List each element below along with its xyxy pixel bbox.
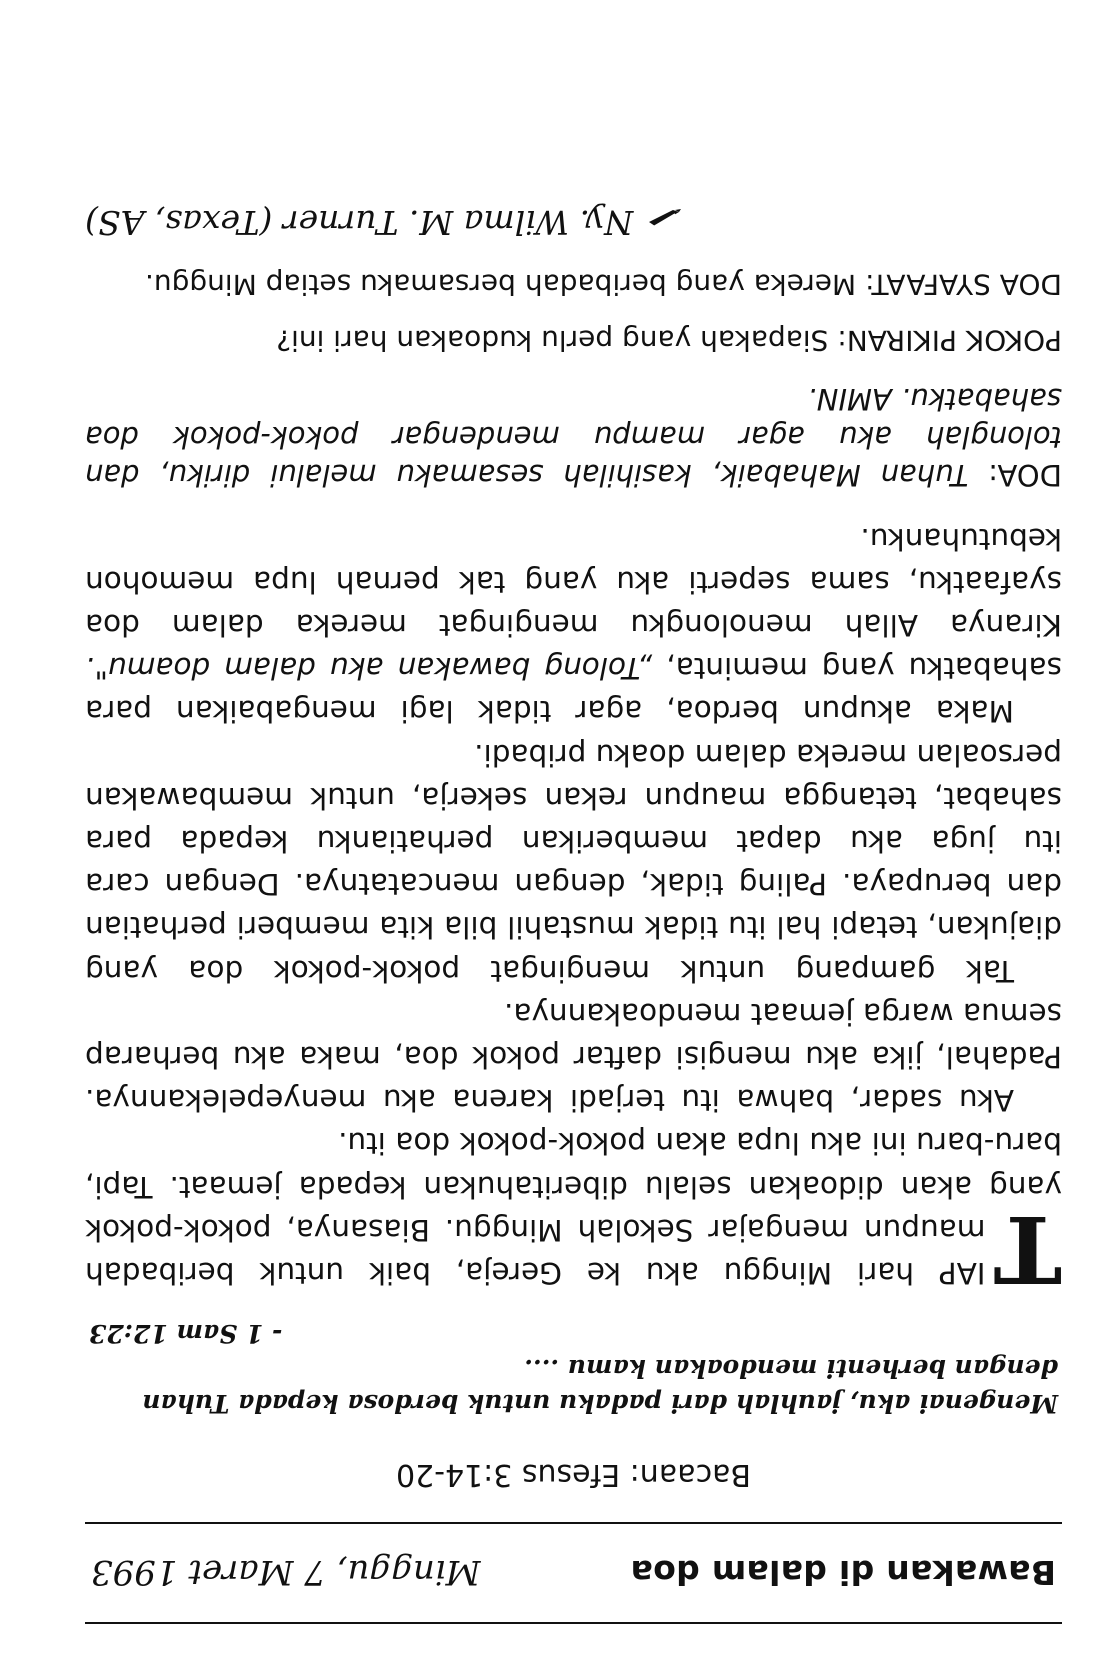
- drop-cap-rest: IAP: [938, 1256, 986, 1290]
- paragraph-2: Aku sadar, bahwa itu terjadi karena aku menyepelekannya. Padahal, jika aku mengisi daftar pokok doa, maka aku berharap semua warga jemaat mendoakannya.: [85, 996, 1062, 1118]
- paragraph-4-start: Maka akupun berdoa, agar tidak lagi mengabaikan para sahabatku yang meminta,: [85, 651, 1062, 729]
- author-name: Ny. Wilma M. Turner (Texas, AS): [85, 203, 634, 243]
- prayer-text: Tuhan Mahabaik, kasihilah sesamaku melalui diriku, dan tolonglah aku agar mampu mendengar pokok-pokok doa sahabatku. AMIN.: [84, 382, 1062, 493]
- reflection-text: Siapakah yang perlu kudoakan hari ini?: [276, 324, 829, 358]
- intercession: [85, 264, 1062, 304]
- header-rule: [85, 1522, 1062, 1524]
- page-title: Bawakan di dalam doa: [630, 1553, 1056, 1592]
- verse-text: Mengenai aku, jauhlah dari padaku untuk berdosa kepada Tuhan dengan berhenti mendoakan kamu ....: [142, 1354, 1058, 1418]
- author-line: [85, 203, 1062, 242]
- intercession-text: Mereka yang beribadah bersamaku setiap Minggu.: [144, 268, 857, 302]
- prayer-label: DOA:: [988, 458, 1062, 493]
- paragraph-1: [85, 1121, 1062, 1303]
- key-verse: [85, 1316, 1062, 1421]
- paragraph-3: Tak gampang untuk mengingat pokok-pokok doa yang diajukan, tetapi hal itu tidak mustahil bila kita memberi perhatian dan berupaya. Paling tidak, dengan mencatatnya. Dengan cara itu juga aku dapat memberikan perhatianku kepada para sahabat, tetangga maupun rekan sekerja, untuk membawakan persoalan mereka dalam doaku pribadi.: [85, 737, 1062, 988]
- drop-cap: T: [993, 1195, 1062, 1303]
- paragraph-4-end: Kiranya Allah menolongku mengingat mereka dalam doa syafaatku, sama seperti aku yang tak pernah lupa memohon kebutuhanku.: [85, 521, 1062, 642]
- paragraph-4-quote: „Tolong bawakan aku dalam doamu".: [85, 651, 653, 686]
- page-header: [85, 1524, 1062, 1622]
- paragraph-4: [85, 516, 1062, 732]
- verse-reference: - 1 Sam 12:23: [89, 1319, 283, 1348]
- page-content: [85, 203, 1062, 1624]
- top-rule: [85, 1622, 1062, 1624]
- page-date: Minggu, 7 Maret 1993: [91, 1552, 481, 1592]
- pen-icon: [647, 209, 681, 231]
- prayer: [85, 380, 1062, 494]
- devotional-body: [85, 516, 1062, 1303]
- intercession-label: DOA SYAFAAT:: [865, 268, 1062, 302]
- reflection-label: POKOK PIKIRAN:: [837, 324, 1062, 358]
- bible-reading: Bacaan: Efesus 3:14-20: [395, 1457, 752, 1492]
- reflection-point: [85, 320, 1062, 360]
- paragraph-1-text: hari Minggu aku ke Gereja, baik untuk beribadah maupun mengajar Sekolah Minggu. Biasanya, pokok-pokok yang akan didoakan selalu diberitahukan kepada jemaat. Tapi, baru-baru ini aku lupa akan pokok-pokok doa itu.: [85, 1126, 1062, 1290]
